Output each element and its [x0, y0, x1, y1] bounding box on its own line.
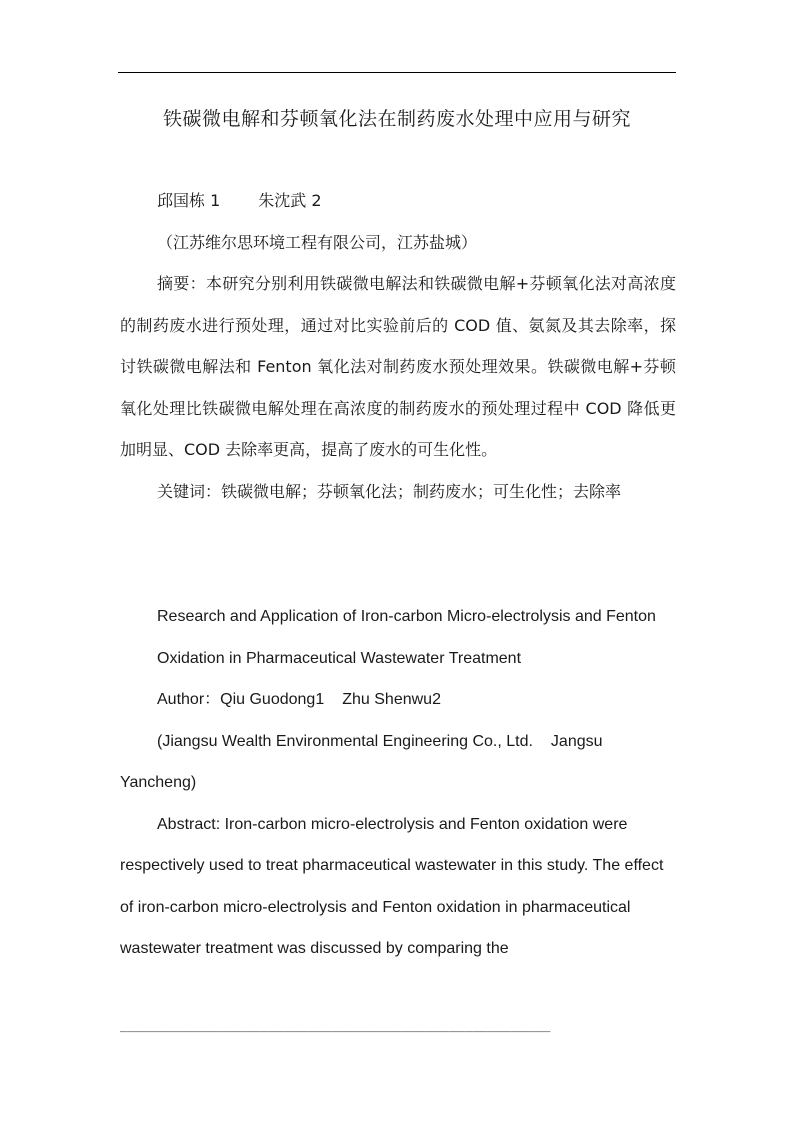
authors-cn	[120, 180, 676, 222]
author-en-2: Zhu Shenwu2	[342, 691, 441, 708]
affiliation-en-part2: Jangsu Yancheng)	[120, 732, 603, 791]
title-en-line2: Oxidation in Pharmaceutical Wastewater Treatment	[157, 649, 522, 667]
abstract-en: Abstract: Iron-carbon micro-electrolysis and Fenton oxidation were respectively used to treat pharmaceutical wastewater in this study. The effect of iron-carbon micro-electrolysis and Fenton oxidation in pharmaceutical wastewater treatment was discussed by comparing the	[120, 815, 664, 957]
paper-title: 铁碳微电解和芬顿氧化法在制药废水处理中应用与研究	[162, 108, 631, 130]
authors-en	[120, 679, 676, 721]
affiliation-en	[120, 721, 676, 804]
chinese-section	[120, 180, 676, 512]
footer-underline: _______________________________________________________	[120, 1018, 551, 1033]
author-1: 邱国栋 1	[157, 191, 221, 210]
header-rule	[118, 72, 676, 73]
author-en-1: Author：Qiu Guodong1	[157, 691, 325, 708]
affiliation-en-part1: (Jiangsu Wealth Environmental Engineering Co., Ltd.	[157, 732, 533, 750]
title-en-line1: Research and Application of Iron-carbon Micro-electrolysis and Fenton	[157, 608, 656, 625]
english-section	[120, 596, 676, 970]
affiliation-cn: （江苏维尔思环境工程有限公司，江苏盐城）	[157, 232, 478, 252]
author-2: 朱沈武 2	[258, 191, 322, 210]
keywords-cn: 关键词：铁碳微电解；芬顿氧化法；制药废水；可生化性；去除率	[157, 481, 622, 501]
abstract-cn: 摘要：本研究分别利用铁碳微电解法和铁碳微电解+芬顿氧化法对高浓度的制药废水进行预处理，通过对比实验前后的 COD 值、氨氮及其去除率，探讨铁碳微电解法和 Fenton 氧化法对制药废水预处理效果。铁碳微电解+芬顿氧化处理比铁碳微电解处理在高浓度的制药废水的预处理过程中 COD 降低更加明显、COD 去除率更高，提高了废水的可生化性。	[120, 274, 676, 459]
